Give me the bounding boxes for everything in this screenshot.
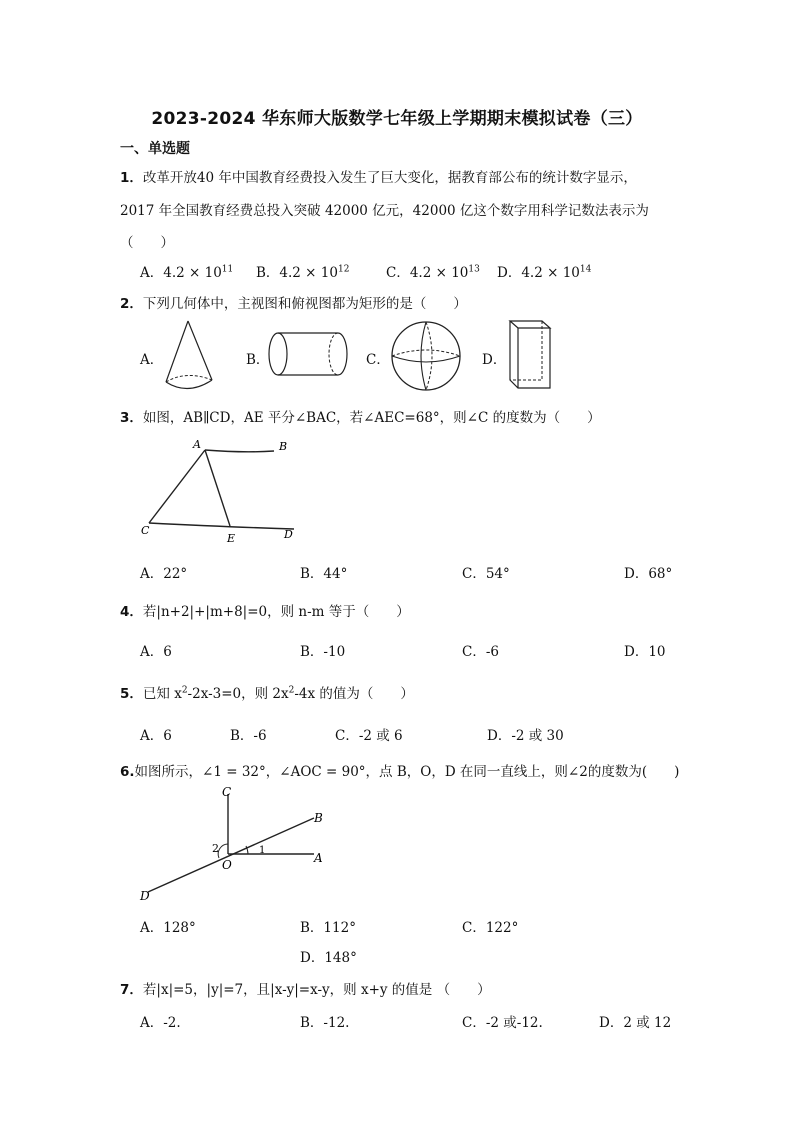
q2-line (120, 292, 467, 312)
q1-option-a[interactable]: A．$4.2 \times 10^{11}$ (140, 264, 234, 281)
q5-number: 5． (120, 686, 143, 702)
q7-text: 若|x|=5，|y|=7，且|x-y|=x-y，则 x+y 的值是 （ ） (142, 982, 491, 998)
label-E: E (227, 532, 236, 545)
q6-text: 如图所示，∠1 = 32°，∠AOC = 90°，点 B，O，D 在同一直线上，则∠2的度数为( ) (134, 764, 680, 780)
section-heading: 一、单选题 (120, 141, 190, 157)
q1-text-line3: （ ） (120, 235, 174, 251)
q3-text: 如图，AB∥CD，AE 平分∠BAC，若∠AEC=68°，则∠C 的度数为（ ） (142, 410, 601, 426)
q4-line (120, 600, 410, 620)
q5-line: 5．已知 $x^2-2x-3=0$，则 $2x^2-4x$ 的值为（ ） (120, 685, 414, 702)
q1-text-line2: 2017 年全国教育经费总投入突破 42000 亿元，42000 亿这个数字用科学记数法表示为 (120, 203, 649, 219)
q1-option-c[interactable]: C．$4.2 \times 10^{13}$ (386, 264, 480, 281)
q1-line1 (120, 166, 637, 186)
q4-option-b[interactable]: B．-10 (300, 644, 346, 660)
q7-option-d[interactable]: D．2 或 12 (599, 1015, 672, 1031)
q2-option-d[interactable]: D． (482, 352, 507, 368)
q7-number: 7． (120, 982, 143, 998)
q5-option-d[interactable]: D．-2 或 30 (487, 728, 564, 744)
q5-option-b[interactable]: B．-6 (230, 728, 267, 744)
q5-option-a[interactable]: A．6 (140, 728, 172, 744)
prism-figure (504, 316, 556, 392)
q1-option-d[interactable]: D．$4.2 \times 10^{14}$ (497, 264, 592, 281)
cylinder-figure (264, 330, 350, 380)
q6-line (120, 760, 679, 780)
q4-text: 若|n+2|+|m+8|=0，则 n-m 等于（ ） (142, 604, 410, 620)
q7-option-b[interactable]: B．-12. (300, 1015, 350, 1031)
q3-number: 3． (120, 410, 143, 426)
q1-text-line1: 改革开放40 年中国教育经费投入发生了巨大变化，据教育部公布的统计数字显示， (142, 170, 637, 186)
parallel-lines-figure (134, 434, 304, 546)
q2-option-a[interactable]: A． (140, 352, 164, 368)
label-C: C (141, 524, 150, 537)
q6-number: 6. (120, 764, 135, 780)
q3-option-b[interactable]: B．44° (300, 566, 348, 582)
label-D: D (284, 528, 293, 541)
q3-option-c[interactable]: C．54° (462, 566, 510, 582)
cone-figure (160, 318, 220, 396)
label-A: A (193, 438, 201, 451)
q6-option-b[interactable]: B．112° (300, 920, 356, 936)
q6-option-a[interactable]: A．128° (140, 920, 196, 936)
q2-option-c[interactable]: C． (366, 352, 390, 368)
q1-option-b[interactable]: B．$4.2 \times 10^{12}$ (256, 264, 350, 281)
q2-option-b[interactable]: B． (246, 352, 270, 368)
angles-figure (134, 780, 334, 905)
q3-line (120, 406, 601, 426)
q2-number: 2． (120, 296, 143, 312)
q3-option-d[interactable]: D．68° (624, 566, 673, 582)
q2-text: 下列几何体中，主视图和俯视图都为矩形的是（ ） (142, 296, 467, 312)
label-D: D (140, 889, 150, 903)
label-C: C (222, 785, 232, 799)
q4-number: 4． (120, 604, 143, 620)
q7-line (120, 978, 491, 998)
q7-option-a[interactable]: A．-2. (140, 1015, 181, 1031)
q1-number: 1． (120, 170, 143, 186)
label-angle-1: 1 (259, 845, 266, 856)
label-O: O (222, 858, 232, 872)
q4-option-c[interactable]: C．-6 (462, 644, 499, 660)
label-A: A (314, 851, 323, 865)
q4-option-a[interactable]: A．6 (140, 644, 172, 660)
sphere-figure (388, 318, 464, 394)
label-B: B (314, 811, 323, 825)
q5-option-c[interactable]: C．-2 或 6 (335, 728, 403, 744)
q6-option-c[interactable]: C．122° (462, 920, 519, 936)
label-B: B (279, 440, 288, 453)
q7-option-c[interactable]: C．-2 或-12. (462, 1015, 543, 1031)
q3-option-a[interactable]: A．22° (140, 566, 188, 582)
label-angle-2: 2 (212, 842, 219, 855)
q6-option-d[interactable]: D．148° (300, 950, 357, 966)
q4-option-d[interactable]: D．10 (624, 644, 666, 660)
page-title: 2023-2024 华东师大版数学七年级上学期期末模拟试卷（三） (151, 109, 643, 129)
